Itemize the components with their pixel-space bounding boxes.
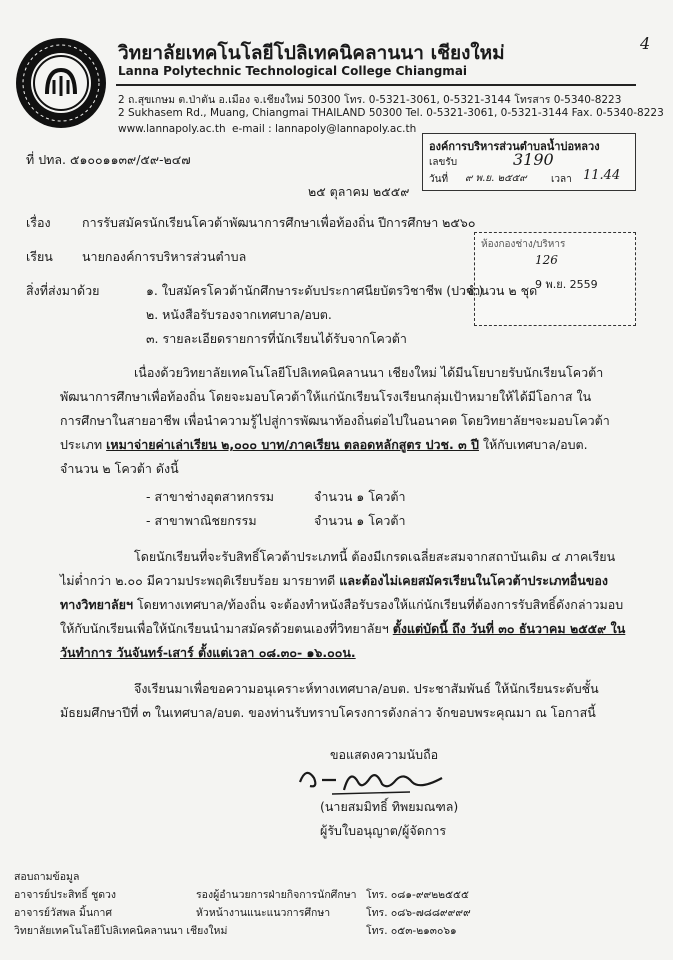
page-number: 4 <box>640 34 651 53</box>
college-name-english: Lanna Polytechnic Technological College Chiangmai <box>118 64 468 78</box>
para2-deadline: ตั้งแต่บัดนี้ ถึง วันที่ ๓๐ ธันวาคม ๒๕๕๙ ใน <box>392 621 626 636</box>
para2-line3-b: โดยทางเทศบาล/ท้องถิ่น จะต้องทำหนังสือรับรองให้แก่นักเรียนที่ต้องการรับสิทธิ์ดังกล่าวมอบ <box>136 597 624 612</box>
receipt-number-label: เลขรับ <box>429 157 458 168</box>
para2-line4 <box>60 619 625 639</box>
para2-line2-a: ไม่ต่ำกว่า ๒.๐๐ มีความประพฤติเรียบร้อย มารยาทดี <box>60 573 336 588</box>
receipt-number-value: 3190 <box>513 150 554 169</box>
signature-image <box>292 760 452 798</box>
receipt-time-value: 11.44 <box>583 168 621 183</box>
para1-line4 <box>60 435 588 455</box>
contact-role-2: หัวหน้างานแนะแนวการศึกษา <box>196 907 331 919</box>
receipt-stamp-org: องค์การบริหารส่วนตำบลน้ำบ่อหลวง <box>429 140 600 153</box>
para2-line3-a: ทางวิทยาลัยฯ <box>60 597 133 612</box>
header-divider <box>116 84 636 86</box>
to-label: เรียน <box>26 249 53 264</box>
para2-line3 <box>60 595 623 615</box>
para1-line2: พัฒนาการศึกษาเพื่อท้องถิ่น โดยจะมอบโควต้าให้แก่นักเรียนโรงเรียนกลุ่มเป้าหมายให้ได้มีโอกาส ใน <box>60 389 592 404</box>
receipt-time-label: เวลา <box>551 174 572 185</box>
contact-name-2: อาจารย์วัสพล มิ้นกาศ <box>14 907 113 919</box>
quota-amount-1: จำนวน ๑ โควต้า <box>314 489 406 504</box>
contact-name-1: อาจารย์ประสิทธิ์ ชูดวง <box>14 889 117 901</box>
department-stamp-number: 126 <box>535 253 558 267</box>
para2-line4-a: ให้กับนักเรียนเพื่อให้นักเรียนนำมาสมัครด้วยตนเองที่วิทยาลัยฯ <box>60 621 389 636</box>
para2-office-hours: วันทำการ วันจันทร์-เสาร์ ตั้งแต่เวลา ๐๘.๓๐- ๑๖.๐๐น. <box>60 645 356 660</box>
para3-line1: จึงเรียนมาเพื่อขอความอนุเคราะห์ทางเทศบาล/อบต. ประชาสัมพันธ์ ให้นักเรียนระดับชั้น <box>134 681 599 696</box>
signer-title: ผู้รับใบอนุญาต/ผู้จัดการ <box>320 823 447 838</box>
para2-line1: โดยนักเรียนที่จะรับสิทธิ์โควต้าประเภทนี้ ต้องมีเกรดเฉลี่ยสะสมจากสถาบันเดิม ๔ ภาคเรียน <box>134 549 616 564</box>
contact-name-3: วิทยาลัยเทคโนโลยีโปลิเทคนิคลานนา เชียงใหม่ <box>14 925 228 937</box>
contact-phone-3: โทร. ๐๕๓-๒๑๓๐๖๑ <box>366 925 457 937</box>
college-seal-logo <box>14 36 108 130</box>
address-english: 2 Sukhasem Rd., Muang, Chiangmai THAILAND 50300 Tel. 0-5321-3061, 0-5321-3144 Fax. 0-5340-8223 <box>118 107 664 119</box>
quota-branch-1: - สาขาช่างอุตสาหกรรม <box>146 489 275 504</box>
para1-quota-terms: เหมาจ่ายค่าเล่าเรียน ๒,๐๐๐ บาท/ภาคเรียน ตลอดหลักสูตร ปวช. ๓ ปี <box>106 437 479 452</box>
department-stamp <box>474 232 636 326</box>
enclosure-count: จำนวน ๒ ชุด <box>466 283 538 298</box>
closing-regards: ขอแสดงความนับถือ <box>330 747 439 762</box>
enclosures-label: สิ่งที่ส่งมาด้วย <box>26 283 100 298</box>
receipt-date-label: วันที่ <box>429 174 449 185</box>
enclosure-item-3: ๓. รายละเอียดรายการที่นักเรียนได้รับจากโควต้า <box>146 331 407 346</box>
website: www.lannapoly.ac.th <box>118 123 226 135</box>
para1-line3: การศึกษาในสายอาชีพ เพื่อนำความรู้ไปสู่การพัฒนาท้องถิ่นต่อไปในอนาคต โดยวิทยาลัยฯจะมอบโควต้า <box>60 413 610 428</box>
contact-phone-1: โทร. ๐๘๑-๙๙๒๒๕๕๕ <box>366 889 469 901</box>
subject-label: เรื่อง <box>26 215 51 230</box>
to-text: นายกองค์การบริหารส่วนตำบล <box>82 249 247 264</box>
enclosure-item-1: ๑. ใบสมัครโควต้านักศึกษาระดับประกาศนียบัตรวิชาชีพ (ปวช.) <box>146 283 484 298</box>
para2-line2-b: และต้องไม่เคยสมัครเรียนในโควต้าประเภทอื่นของ <box>339 573 608 588</box>
quota-branch-2: - สาขาพาณิชยกรรม <box>146 513 257 528</box>
receipt-stamp <box>422 133 636 191</box>
document-number: ที่ ปทล. ๕๑๐๐๑๑๓๙/๕๙-๒๔๗ <box>26 152 191 167</box>
para3-line2: มัธยมศึกษาปีที่ ๓ ในเทศบาล/อบต. ของท่านรับทราบโครงการดังกล่าว จักขอบพระคุณมา ณ โอกาสนี้ <box>60 705 596 720</box>
receipt-date-value: ๙ พ.ย. ๒๕๕๙ <box>465 173 527 184</box>
subject-text: การรับสมัครนักเรียนโควต้าพัฒนาการศึกษาเพื่อท้องถิ่น ปีการศึกษา ๒๕๖๐ <box>82 215 476 230</box>
contact-phone-2: โทร. ๐๘๖-๗๘๘๙๙๙๙ <box>366 907 471 919</box>
enclosure-item-2: ๒. หนังสือรับรองจากเทศบาล/อบต. <box>146 307 332 322</box>
college-name-thai: วิทยาลัยเทคโนโลยีโปลิเทคนิคลานนา เชียงใหม่ <box>118 42 505 64</box>
document-date: ๒๕ ตุลาคม ๒๕๕๙ <box>308 184 410 199</box>
para2-line2 <box>60 571 608 591</box>
para1-line4-a: ประเภท <box>60 437 103 452</box>
para1-line1: เนื่องด้วยวิทยาลัยเทคโนโลยีโปลิเทคนิคลานนา เชียงใหม่ ได้มีนโยบายรับนักเรียนโควต้า <box>134 365 604 380</box>
department-stamp-date: 9 พ.ย. 2559 <box>535 278 598 291</box>
address-thai: 2 ถ.สุขเกษม ต.ป่าตัน อ.เมือง จ.เชียงใหม่ 50300 โทร. 0-5321-3061, 0-5321-3144 โทรสาร 0-5340-8223 <box>118 94 622 106</box>
quota-amount-2: จำนวน ๑ โควต้า <box>314 513 406 528</box>
para1-line5: จำนวน ๒ โควต้า ดังนี้ <box>60 461 179 476</box>
para1-line4-c: ให้กับเทศบาล/อบต. <box>482 437 588 452</box>
department-stamp-title: ห้องกองช่าง/บริหาร <box>481 239 566 250</box>
contact-heading: สอบถามข้อมูล <box>14 871 80 883</box>
signer-name: (นายสมมิทธิ์ ทิพยมณฑล) <box>320 799 459 814</box>
email: e-mail : lannapoly@lannapoly.ac.th <box>232 123 417 135</box>
contact-role-1: รองผู้อำนวยการฝ่ายกิจการนักศึกษา <box>196 889 357 901</box>
